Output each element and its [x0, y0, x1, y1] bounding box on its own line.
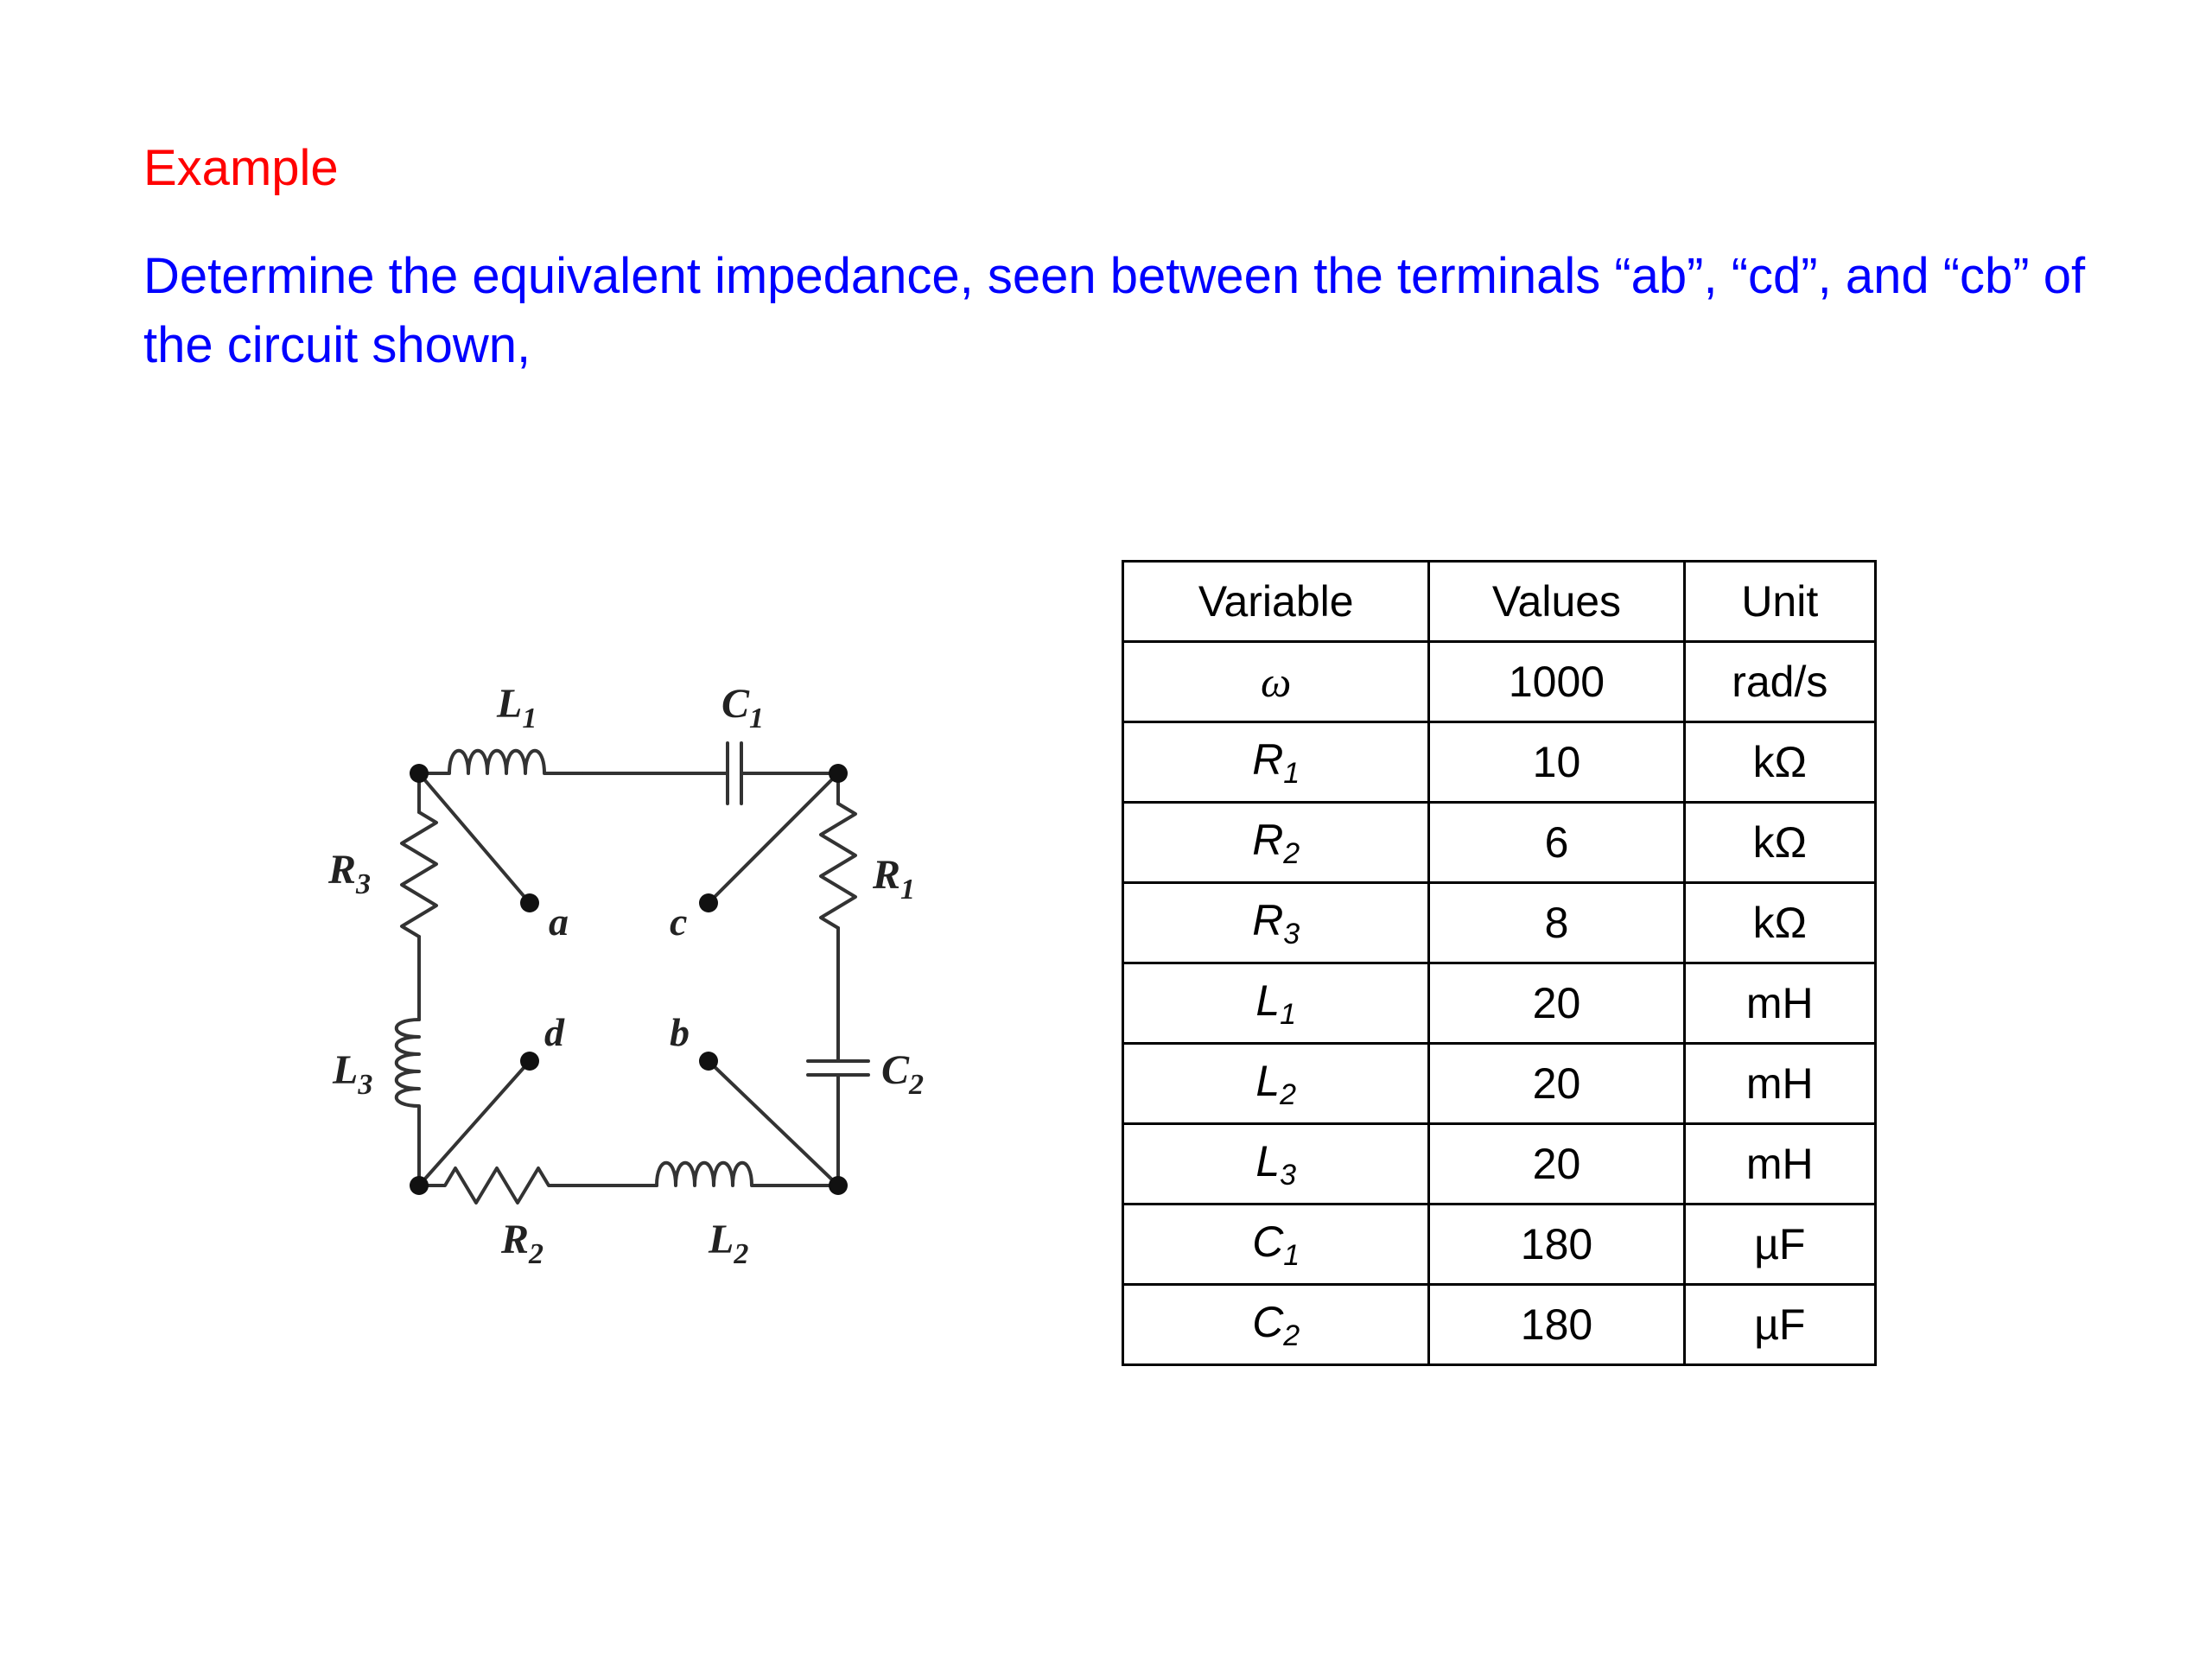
- table-row: [1123, 1285, 1876, 1365]
- variable-cell: ω: [1123, 642, 1429, 722]
- lead-a: [419, 773, 530, 903]
- variable-cell: $C_1$: [1123, 1205, 1429, 1285]
- value-cell: 180: [1429, 1205, 1684, 1285]
- label-L2: L2: [709, 1217, 749, 1270]
- value-cell: 20: [1429, 1044, 1684, 1124]
- terminal-d-dot: [520, 1052, 539, 1071]
- unit-cell: µF: [1684, 1285, 1875, 1365]
- terminal-label-d: d: [544, 1010, 564, 1054]
- column-header-unit: Unit: [1684, 562, 1875, 642]
- label-R1: R1: [873, 852, 916, 906]
- value-cell: 1000: [1429, 642, 1684, 722]
- label-L3: L3: [333, 1047, 373, 1101]
- unit-cell: mH: [1684, 1124, 1875, 1205]
- inductor-L3: [397, 1020, 419, 1185]
- node-bottom-right: [829, 1176, 848, 1195]
- table-row: [1123, 883, 1876, 963]
- inductor-L1: [419, 751, 583, 773]
- table-row: [1123, 722, 1876, 803]
- table-row: [1123, 1124, 1876, 1205]
- variable-cell: $C_2$: [1123, 1285, 1429, 1365]
- label-L1: L1: [497, 681, 537, 734]
- table-row: [1123, 963, 1876, 1044]
- variable-cell: $L_2$: [1123, 1044, 1429, 1124]
- unit-cell: kΩ: [1684, 803, 1875, 883]
- table-row: [1123, 642, 1876, 722]
- value-cell: 20: [1429, 1124, 1684, 1205]
- terminal-c-dot: [699, 893, 718, 912]
- example-heading: Example: [143, 140, 339, 196]
- unit-cell: kΩ: [1684, 722, 1875, 803]
- unit-cell: kΩ: [1684, 883, 1875, 963]
- terminal-label-b: b: [670, 1010, 690, 1054]
- value-cell: 6: [1429, 803, 1684, 883]
- variable-cell: $L_1$: [1123, 963, 1429, 1044]
- column-header-variable: Variable: [1123, 562, 1429, 642]
- value-cell: 8: [1429, 883, 1684, 963]
- table-header-row: [1123, 562, 1876, 642]
- resistor-R2: [419, 1168, 657, 1203]
- label-R3: R3: [328, 847, 372, 900]
- inductor-L2: [657, 1163, 838, 1185]
- table-row: [1123, 1205, 1876, 1285]
- value-cell: 180: [1429, 1285, 1684, 1365]
- terminal-a-dot: [520, 893, 539, 912]
- circuit-diagram: [285, 657, 1063, 1313]
- resistor-R1: [821, 804, 855, 928]
- resistor-R3: [402, 812, 436, 937]
- label-R2: R2: [501, 1217, 544, 1270]
- capacitor-C1: [721, 743, 838, 804]
- table-row: [1123, 803, 1876, 883]
- problem-statement: Determine the equivalent impedance, seen between the terminals “ab”, “cd”, and “cb” of the circuit shown,: [143, 248, 2086, 373]
- node-bottom-left: [410, 1176, 429, 1195]
- unit-cell: µF: [1684, 1205, 1875, 1285]
- variable-cell: $R_1$: [1123, 722, 1429, 803]
- variable-cell: $R_2$: [1123, 803, 1429, 883]
- value-cell: 20: [1429, 963, 1684, 1044]
- node-top-right: [829, 764, 848, 783]
- column-header-values: Values: [1429, 562, 1684, 642]
- label-C2: C2: [881, 1047, 925, 1101]
- label-C1: C1: [721, 681, 765, 734]
- terminal-b-dot: [699, 1052, 718, 1071]
- parameter-table: [1122, 560, 1877, 1366]
- unit-cell: rad/s: [1684, 642, 1875, 722]
- unit-cell: mH: [1684, 963, 1875, 1044]
- node-top-left: [410, 764, 429, 783]
- terminal-label-c: c: [670, 899, 688, 944]
- lead-d: [419, 1061, 530, 1185]
- value-cell: 10: [1429, 722, 1684, 803]
- table-row: [1123, 1044, 1876, 1124]
- unit-cell: mH: [1684, 1044, 1875, 1124]
- variable-cell: $R_3$: [1123, 883, 1429, 963]
- variable-cell: $L_3$: [1123, 1124, 1429, 1205]
- terminal-label-a: a: [549, 899, 569, 944]
